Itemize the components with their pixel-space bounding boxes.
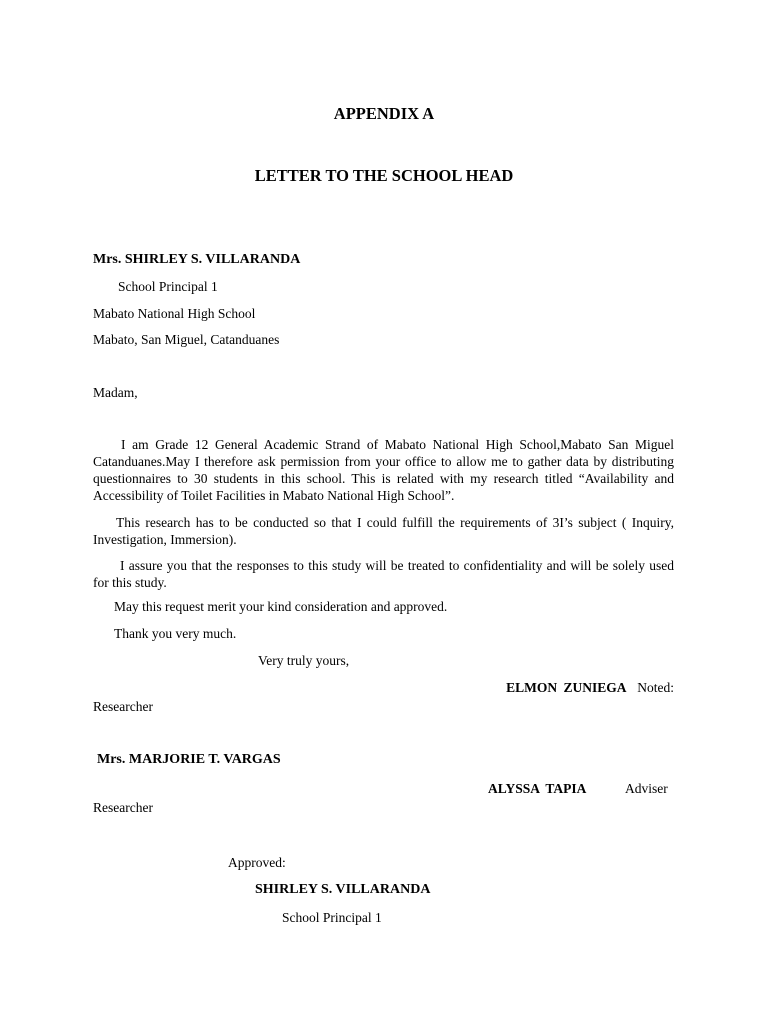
salutation: Madam, [93,385,138,400]
adviser-label: Adviser [625,781,668,796]
signature-line-1 [506,681,674,695]
body-paragraph-3: I assure you that the responses to this study will be treated to confidentiality and will be solely used for this study. [93,558,674,590]
recipient-name: Mrs. SHIRLEY S. VILLARANDA [93,252,301,267]
approved-label: Approved: [228,855,286,870]
recipient-position: School Principal 1 [118,279,218,294]
letter-subject-title: LETTER TO THE SCHOOL HEAD [254,166,514,185]
researcher2-name: ALYSSA TAPIA [488,781,587,796]
recipient-school: Mabato National High School [93,306,256,321]
closing: Very truly yours, [258,653,350,668]
body-paragraph-1: I am Grade 12 General Academic Strand of Mabato National High School,Mabato San Miguel Catanduanes.May I therefore ask permission from your office to allow me to gather data by distributing questionnaires to 30 students in this school. This is related with my research titled “Availability and Accessibility of Toilet Facilities in Mabato National High School”. [93,437,674,503]
approver-name: SHIRLEY S. VILLARANDA [255,882,431,897]
researcher1-name: ELMON ZUNIEGA [506,680,627,695]
researcher2-role: Researcher [93,800,153,815]
approver-role: School Principal 1 [282,910,382,925]
appendix-title: APPENDIX A [333,104,435,123]
noted-name: Mrs. MARJORIE T. VARGAS [97,752,281,767]
noted-label: Noted: [637,680,674,695]
recipient-address: Mabato, San Miguel, Catanduanes [93,332,280,347]
body-paragraph-5: Thank you very much. [114,626,237,641]
body-paragraph-2: This research has to be conducted so that I could fulfill the requirements of 3I’s subject ( Inquiry, Investigation, Immersion). [93,515,674,547]
researcher1-role: Researcher [93,699,153,714]
body-paragraph-4: May this request merit your kind consideration and approved. [114,599,448,614]
